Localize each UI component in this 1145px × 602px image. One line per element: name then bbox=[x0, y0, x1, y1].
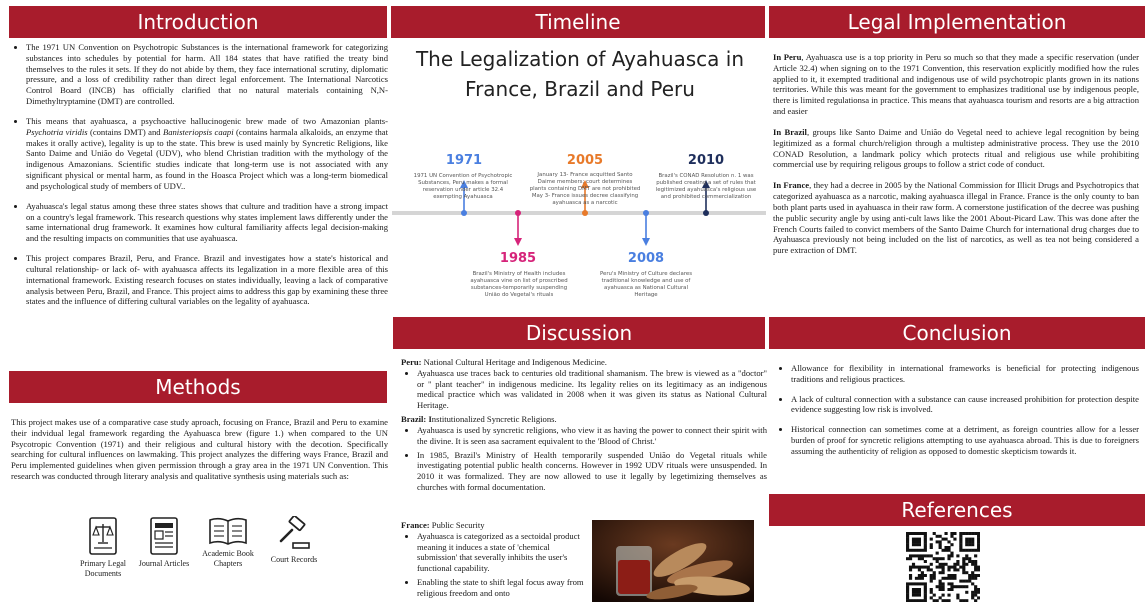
ayahuasca-photo bbox=[592, 520, 754, 602]
references-qr-code[interactable] bbox=[906, 532, 980, 602]
timeline-year-1985: 1985 bbox=[499, 251, 537, 266]
method-journal-articles bbox=[134, 516, 194, 569]
conclusion-bullet-3: • Historical connection can sometimes come at a detriment, as foreign countries allow for a lesser burden of proof for syncretic religions attempting to use ayahuasca abroad. This is due to foreigners assuming the authenticity of religion as opposed to domestic skepticism towards it. bbox=[791, 424, 1139, 456]
timeline-marker-2008 bbox=[642, 210, 650, 246]
method-label: Court Records bbox=[270, 555, 318, 564]
discussion-peru-bullet: • Ayahuasca use traces back to centuries old traditional shamanism. The brew is viewed as a "doctor" or " plant teacher" in indigenous medicine. Its legality relies on its legitimacy as an indigenous medical practice which was validated in 2008 when it was given its status as National Cultural Heritage. bbox=[417, 368, 767, 411]
timeline-header: Timeline bbox=[391, 6, 765, 38]
intro-bullet-1: • The 1971 UN Convention on Psychotropic Substances is the international framework for categorizing substances into schedules by potential for harm. All 184 states that have ratified the treaty bind themselves to the rules it sets. If they do not abide by them, they face international scrutiny, diplomatic pressure, and a loss of credibility rather than direct legal enforcement. The International Narcotics Control Board (INCB) has officially clarified that no natural materials containing N,N-Dimethyltryptamine (DMT) are controlled. bbox=[26, 42, 388, 107]
discussion-france bbox=[401, 520, 584, 602]
legal-implementation-header: Legal Implementation bbox=[769, 6, 1145, 38]
introduction-body bbox=[10, 42, 388, 316]
timeline-year-2010: 2010 bbox=[687, 153, 725, 168]
timeline-marker-1985 bbox=[514, 210, 522, 246]
discussion-france-bullet-2: • Enabling the state to shift legal focus away from religious freedom and onto bbox=[417, 577, 584, 599]
method-court-records bbox=[264, 516, 324, 565]
references-header: References bbox=[769, 494, 1145, 526]
discussion-header: Discussion bbox=[393, 317, 765, 349]
gavel-icon bbox=[276, 516, 312, 552]
scales-document-icon bbox=[88, 516, 118, 556]
legal-france: In France, they had a decree in 2005 by the National Commission for Illicit Drugs and Psychotropics that categorized ayahuasca as a narcotic, making ayahuasca illegal in France. France is the only county to ban both plant parts used in ayahuasca in their raw form. A cornerstone justification of the decree was pushing the public security angle by using anti-cult laws like the 2001 About-Picard Law. This was done after the French Courts failed to convict members of the Santo Daime Church for international drug charges due to Ayahuasca previously not being included on the list of narcotics, as well as tea not being considered a pure extraction of DMT. bbox=[773, 180, 1139, 256]
method-academic-books bbox=[196, 516, 260, 568]
discussion-brazil-heading: Brazil: Institutionalized Syncretic Religions. bbox=[401, 414, 557, 425]
intro-bullet-2: • This means that ayahuasca, a psychoactive hallucinogenic brew made of two Amazonian plants- Psychotria viridis (contains DMT) and Banisteriopsis caapi (contains harmala alkaloids, an enzyme that makes it orally active), legality is up to the state. This brew is used mainly by Syncretic Religions, like Santo Daime and União do Vegetal (UDV), who blend Christian tradition with the mythology of the indigenous Amazonians. Scientific studies indicate that long-term use is not associated with any significant physical or mental harm, as found in the Hoasca Project which was a long-term biomedical and psychological study of members of UDV.. bbox=[26, 116, 388, 192]
discussion-france-heading: France: Public Security bbox=[401, 520, 485, 530]
open-book-icon bbox=[207, 516, 249, 546]
conclusion-bullet-1: • Allowance for flexibility in international frameworks is beneficial for protecting indigenous traditions and religious practices. bbox=[791, 363, 1139, 385]
legal-body bbox=[773, 52, 1139, 266]
intro-bullet-4: • This project compares Brazil, Peru, and France. Brazil and investigates how a state's historical and cultural relationship- or lack of- with ayahuasca affects its legalization in a more flexible area of this international framework. Existing research focuses on states individually, leaving a lack of comparative analysis between Peru, Brazil, and France. This project aims to address this gap by examining these three states and the influence of differing cultural variables on the legality of ayahuasca. bbox=[26, 253, 388, 307]
method-label: Academic Book Chapters bbox=[202, 549, 254, 568]
method-primary-legal bbox=[72, 516, 134, 578]
timeline-event-2005: January 13- France acquitted Santo Daime members; court determines plants containing DMT are not prohibited May 3- France issues decree classifying ayahuasca as a narcotic bbox=[529, 172, 641, 207]
conclusion-bullet-2: • A lack of cultural connection with a substance can cause increased prohibition for protection despite evidence suggesting low risk is involved. bbox=[791, 394, 1139, 416]
timeline-event-1971: 1971 UN Convention of Psychotropic Substances, Peru makes a formal reservation under article 32.4 exempting Ayahuasca bbox=[413, 173, 513, 201]
introduction-header: Introduction bbox=[9, 6, 387, 38]
intro-bullet-3: • Ayahuasca's legal status among these three states shows that culture and tradition have a strong impact on a country's legal framework. This research questions why states implement laws differently under the same international drug framework. It examines how cultural familiarity affects legal decision-making and the resulting impacts on communities that use ayahuasca. bbox=[26, 201, 388, 244]
timeline-event-2008: Peru's Ministry of Culture declares traditional knowledge and use of ayahuasca as National Cultural Heritage bbox=[599, 271, 693, 299]
timeline-year-2008: 2008 bbox=[627, 251, 665, 266]
legal-peru: In Peru, Ayahuasca use is a top priority in Peru so much so that they made a specific reservation (under Article 32.4) when signing on to the 1971 Convention, this reservation explicitly modified how the rules applied to it, it exempted traditional and indigenous use of wild psychotropic plants grown in its nations territories. While this was meant for the government to emphasizes traditional use by indigenous people, there is limited regulationsa in practice. This means that ayahuasca tourism and resorts are a big attraction and easier bbox=[773, 52, 1139, 117]
timeline-title: The Legalization of Ayahuasca in France, Brazil and Peru bbox=[415, 47, 745, 101]
timeline-year-2005: 2005 bbox=[566, 153, 604, 168]
timeline-event-2010: Brazil's CONAD Resolution n. 1 was published creating a set of rules that legitimized ayahuasca's religious use and prohibited commercialization bbox=[655, 173, 757, 201]
method-label: Primary Legal Documents bbox=[80, 559, 126, 578]
methods-body bbox=[11, 417, 388, 492]
discussion-brazil-bullet-2: • In 1985, Brazil's Ministry of Health temporarily suspended União do Vegetal rituals while investigating potential public health concerns. However in 1992 UDV rituals were unsuspended. In 2010 it was formalized. They are now allowed to use it legally by legetimizing themselves as churches with formal documentation. bbox=[417, 450, 767, 493]
discussion-body bbox=[401, 357, 767, 496]
methods-header: Methods bbox=[9, 371, 387, 403]
discussion-brazil-bullet-1: • Ayahuasca is used by syncretic religions, who view it as having the power to connect their spirit with the divine. It is seen asa sacrament equivalent to the 'Blood of Christ.' bbox=[417, 425, 767, 447]
method-label: Journal Articles bbox=[138, 559, 190, 568]
discussion-peru-heading: Peru: National Cultural Heritage and Indigenous Medicine. bbox=[401, 357, 607, 367]
methods-text: This project makes use of a comparative case study aproach, focusing on France, Brazil and Peru to examine their indvidual legal framework regarding the Ayahuasca brew (figure 1.) when compared to the UN Psycotropic Convention (1971) and their religious and cultural history with the decotion. Specifically searching for cultural influences on lawmaking. This project analyzes the differing ways France, Brazil and Peru implemented guidelines when given permission through a gray area in the 1971 UN Convention. This research was conducted through literary analysis and qualitative synthesis using materials such as: bbox=[11, 417, 388, 482]
timeline-year-1971: 1971 bbox=[445, 153, 483, 168]
conclusion-header: Conclusion bbox=[769, 317, 1145, 349]
newspaper-icon bbox=[149, 516, 179, 556]
conclusion-body bbox=[775, 363, 1139, 466]
legal-brazil: In Brazil, groups like Santo Daime and União do Vegetal need to achieve legal recognition by being legitimized as a formal church/religion through a multistep administrative process. They use the 2010 CONAD Resolution, a landmark policy which protects ritual and religious use while prohibiting commercial use by requiring religous groups to follow a strict code of conduct. bbox=[773, 126, 1139, 170]
timeline-event-1985: Brazil's Ministry of Health includes ayahuasca vine on list of proscribed substances-temporarily suspending União do Vegetal's rituals bbox=[470, 271, 568, 299]
discussion-france-bullet-1: • Ayahuasca is categorized as a sectoidal product meaning it induces a state of 'chemical submission' that severally inhibits the user's functional capability. bbox=[417, 531, 584, 574]
